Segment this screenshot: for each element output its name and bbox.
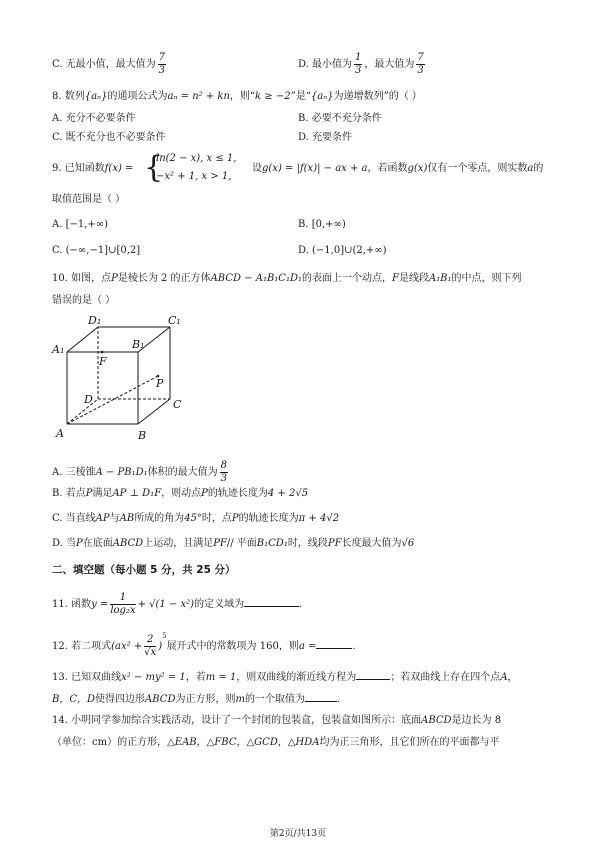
q9-stem: 9. 已知函数f(x) = xyxy=(52,163,134,174)
q8-stem: 8. 数列{aₙ}的通项公式为aₙ = n² + kn，则“k ≥ −2”是“{aₙ}为递增数列”的（ ） xyxy=(52,91,422,102)
q10-option-a: A. 三棱锥A − PB₁D₁体积的最大值为 $\frac{8}{3}$ xyxy=(52,460,228,484)
label-a: A xyxy=(56,427,64,440)
label-f: F xyxy=(99,355,107,368)
cube-figure xyxy=(50,312,200,447)
q9-case-2: −x² + 1, x > 1, xyxy=(156,171,232,182)
point-f-dot xyxy=(101,351,104,354)
q8-option-a: A. 充分不必要条件 xyxy=(52,113,136,124)
q8-option-b: B. 必要不充分条件 xyxy=(298,113,382,124)
q10-option-a-fraction: $\frac{8}{3}$ xyxy=(220,460,228,484)
q12-answer-blank[interactable] xyxy=(316,639,352,649)
label-a1: A₁ xyxy=(52,343,65,356)
q12-stem: 12. 若二项式(ax² + $\frac{2}{√x}$ )$^5$展开式中的常数项为 160，则a = . xyxy=(52,631,356,658)
q9-piecewise-brace: { xyxy=(144,150,164,185)
q7-option-d-text: D. 最小值为 xyxy=(298,59,353,70)
q13-answer-blank-1[interactable] xyxy=(356,670,390,680)
section-heading-fill-in: 二、填空题（每小题 5 分，共 25 分） xyxy=(52,564,236,576)
q9-case-1: ln(2 − x), x ≤ 1, xyxy=(156,153,237,164)
q11-answer-blank[interactable] xyxy=(244,597,299,607)
q12-fraction: $\frac{2}{√x}$ xyxy=(144,634,157,658)
q13-stem: 13. 已知双曲线x² − my² = 1，若m = 1，则双曲线的渐近线方程为 ；若双曲线上存在四个点A， xyxy=(52,672,518,683)
q13-stem-line2: B，C，D使得四边形ABCD为正方形，则m的一个取值为 . xyxy=(52,694,341,705)
q12-exponent: 5 xyxy=(162,631,167,640)
label-p: P xyxy=(156,377,164,390)
segment-a-p xyxy=(67,376,158,424)
label-b: B xyxy=(138,429,147,442)
q7-option-d: D. 最小值为 $\frac{1}{3}$ ，最大值为 $\frac{7}{3}$ xyxy=(298,52,424,76)
label-c: C xyxy=(173,398,182,411)
q8-option-d: D. 充要条件 xyxy=(298,132,353,143)
q9-option-a: A. [−1,+∞) xyxy=(52,219,109,230)
q7-option-c xyxy=(52,52,168,77)
q10-stem-line2: 错误的是（ ） xyxy=(52,295,116,306)
edge-b-c xyxy=(138,399,170,424)
label-d: D xyxy=(84,393,93,406)
page-footer: 第2页/共13页 xyxy=(269,829,327,839)
q11-fraction: $\frac{1}{\text{log₂x}}$ xyxy=(110,592,136,616)
q9-option-c: C. (−∞,−1]∪[0,2] xyxy=(52,245,141,256)
label-b1: B₁ xyxy=(132,338,145,351)
q9-stem-cont: 设g(x) = |f(x)| − ax + a，若函数g(x)仅有一个零点，则实数a的 xyxy=(252,163,544,174)
q10-option-c: C. 当直线AP与AB所成的角为45°时，点P的轨迹长度为π + 4√2 xyxy=(52,513,340,524)
q10-stem: 10. 如图，点P是棱长为 2 的正方体ABCD − A₁B₁C₁D₁的表面上一个动点，F是线段A₁B₁的中点，则下列 xyxy=(52,273,522,284)
q10-option-d: D. 当P在底面ABCD上运动，且满足PF// 平面B₁CD₁时，线段PF长度最大值为√6 xyxy=(52,538,415,549)
q7-option-d-fraction-min: $\frac{1}{3}$ xyxy=(355,52,362,76)
q8-option-c: C. 既不充分也不必要条件 xyxy=(52,132,166,143)
q9-option-d: D. (−1,0]∪(2,+∞) xyxy=(298,245,387,256)
q7-option-c-text: C. 无最小值，最大值为 xyxy=(52,59,156,70)
q14-stem: 14. 小明同学参加综合实践活动，设计了一个封闭的包装盒，包装盒如图所示：底面ABCD是边长为 8 xyxy=(52,715,502,726)
edge-a1-d1 xyxy=(67,327,98,352)
q13-answer-blank-2[interactable] xyxy=(305,692,337,702)
edge-a-d-hidden xyxy=(67,399,98,424)
q10-option-b: B. 若点P满足AP ⊥ D₁F，则动点P的轨迹长度为4 + 2√5 xyxy=(52,488,309,499)
q9-option-b: B. [0,+∞) xyxy=(298,219,346,230)
q14-stem-line2: （单位：cm）的正方形，△EAB，△FBC，△GCD，△HDA均为正三角形，且它们所在的平面都与平 xyxy=(52,737,500,748)
q9-stem-line2: 取值范围是（ ） xyxy=(52,194,126,205)
label-c1: C₁ xyxy=(168,314,181,327)
q7-option-d-fraction-max: $\frac{7}{3}$ xyxy=(417,52,424,76)
q7-option-c-fraction: $\frac{7}{3}$ xyxy=(158,52,166,76)
label-d1: D₁ xyxy=(88,314,102,327)
q11-stem: 11. 函数y = $\frac{1}{\text{log₂x}}$ + √(1 − x²)的定义域为 . xyxy=(52,592,303,616)
